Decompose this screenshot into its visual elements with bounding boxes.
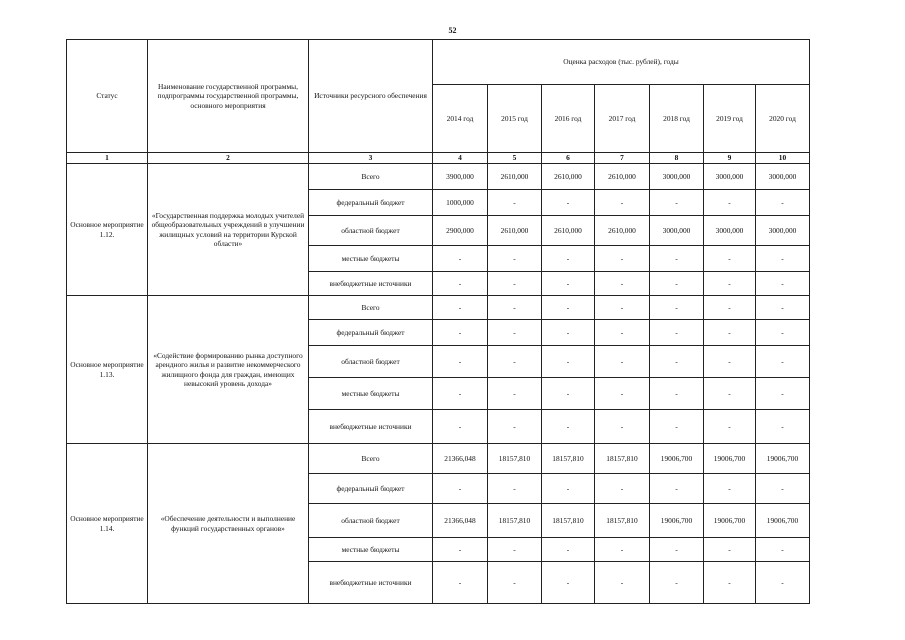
source-cell: местные бюджеты	[309, 246, 433, 272]
value-cell: -	[433, 562, 488, 604]
table-row	[67, 164, 810, 190]
value-cell: 3900,000	[433, 164, 488, 190]
value-cell: 3000,000	[650, 164, 704, 190]
value-cell: 21366,048	[433, 504, 488, 538]
value-cell: -	[704, 538, 756, 562]
value-cell: 21366,048	[433, 444, 488, 474]
value-cell: -	[433, 378, 488, 410]
value-cell: -	[595, 246, 650, 272]
header-year: 2016 год	[542, 85, 595, 153]
value-cell: -	[595, 562, 650, 604]
value-cell: -	[433, 272, 488, 296]
value-cell: 18157,810	[542, 504, 595, 538]
table-body	[67, 40, 810, 604]
value-cell: 2610,000	[488, 164, 542, 190]
value-cell: 3000,000	[756, 164, 810, 190]
value-cell: -	[542, 562, 595, 604]
value-cell: -	[650, 410, 704, 444]
value-cell: 19006,700	[756, 504, 810, 538]
value-cell: 2610,000	[595, 216, 650, 246]
source-cell: внебюджетные источники	[309, 410, 433, 444]
value-cell: 19006,700	[704, 444, 756, 474]
value-cell: 19006,700	[650, 504, 704, 538]
value-cell: -	[756, 296, 810, 320]
header-costs: Оценка расходов (тыс. рублей), годы	[433, 40, 810, 85]
value-cell: -	[650, 562, 704, 604]
value-cell: -	[704, 346, 756, 378]
value-cell: 19006,700	[756, 444, 810, 474]
value-cell: -	[756, 538, 810, 562]
value-cell: -	[650, 320, 704, 346]
value-cell: -	[488, 562, 542, 604]
header-year: 2015 год	[488, 85, 542, 153]
status-cell: Основное мероприятие 1.13.	[67, 296, 148, 444]
value-cell: -	[650, 474, 704, 504]
source-cell: федеральный бюджет	[309, 190, 433, 216]
source-cell: Всего	[309, 296, 433, 320]
value-cell: -	[488, 190, 542, 216]
value-cell: -	[433, 320, 488, 346]
value-cell: -	[542, 296, 595, 320]
value-cell: -	[488, 320, 542, 346]
value-cell: -	[650, 190, 704, 216]
value-cell: -	[704, 410, 756, 444]
header-status: Статус	[67, 40, 148, 153]
value-cell: 3000,000	[704, 216, 756, 246]
header-year: 2014 год	[433, 85, 488, 153]
value-cell: -	[756, 272, 810, 296]
value-cell: -	[650, 272, 704, 296]
value-cell: 3000,000	[704, 164, 756, 190]
value-cell: -	[756, 246, 810, 272]
value-cell: -	[488, 474, 542, 504]
source-cell: федеральный бюджет	[309, 474, 433, 504]
value-cell: 18157,810	[595, 504, 650, 538]
value-cell: 2610,000	[595, 164, 650, 190]
table-row	[67, 296, 810, 320]
value-cell: 18157,810	[595, 444, 650, 474]
header-year: 2017 год	[595, 85, 650, 153]
column-number: 1	[67, 153, 148, 164]
value-cell: 18157,810	[542, 444, 595, 474]
status-cell: Основное мероприятие 1.12.	[67, 164, 148, 296]
value-cell: -	[488, 410, 542, 444]
page-number: 52	[448, 26, 457, 35]
value-cell: -	[542, 190, 595, 216]
column-number: 8	[650, 153, 704, 164]
value-cell: -	[433, 296, 488, 320]
value-cell: -	[595, 320, 650, 346]
column-number: 9	[704, 153, 756, 164]
source-cell: местные бюджеты	[309, 538, 433, 562]
value-cell: 2610,000	[542, 164, 595, 190]
header-year: 2019 год	[704, 85, 756, 153]
column-number: 3	[309, 153, 433, 164]
value-cell: -	[542, 410, 595, 444]
value-cell: -	[595, 190, 650, 216]
value-cell: -	[704, 190, 756, 216]
value-cell: -	[650, 378, 704, 410]
value-cell: -	[542, 474, 595, 504]
header-name: Наименование государственной программы, подпрограммы государственной программы, основного мероприятия	[148, 40, 309, 153]
value-cell: -	[704, 320, 756, 346]
value-cell: -	[542, 346, 595, 378]
column-number: 10	[756, 153, 810, 164]
value-cell: 1000,000	[433, 190, 488, 216]
value-cell: -	[488, 296, 542, 320]
value-cell: 18157,810	[488, 504, 542, 538]
value-cell: -	[595, 346, 650, 378]
source-cell: внебюджетные источники	[309, 272, 433, 296]
source-cell: областной бюджет	[309, 346, 433, 378]
table-row	[67, 444, 810, 474]
value-cell: -	[650, 346, 704, 378]
column-number: 7	[595, 153, 650, 164]
value-cell: -	[704, 378, 756, 410]
header-sources: Источники ресурсного обеспечения	[309, 40, 433, 153]
value-cell: -	[704, 246, 756, 272]
column-number: 5	[488, 153, 542, 164]
value-cell: -	[488, 346, 542, 378]
value-cell: -	[595, 378, 650, 410]
value-cell: -	[704, 562, 756, 604]
value-cell: -	[488, 538, 542, 562]
value-cell: -	[756, 410, 810, 444]
value-cell: -	[433, 538, 488, 562]
source-cell: внебюджетные источники	[309, 562, 433, 604]
value-cell: -	[542, 320, 595, 346]
value-cell: 3000,000	[650, 216, 704, 246]
value-cell: -	[542, 538, 595, 562]
value-cell: 3000,000	[756, 216, 810, 246]
value-cell: -	[756, 346, 810, 378]
value-cell: -	[650, 538, 704, 562]
event-name-cell: «Содействие формированию рынка доступного арендного жилья и развитие некоммерческого жилищного фонда для граждан, имеющих невысокий уровень дохода»	[148, 296, 309, 444]
value-cell: -	[756, 562, 810, 604]
value-cell: 2900,000	[433, 216, 488, 246]
value-cell: -	[650, 246, 704, 272]
value-cell: -	[756, 378, 810, 410]
value-cell: -	[650, 296, 704, 320]
source-cell: Всего	[309, 444, 433, 474]
value-cell: -	[488, 378, 542, 410]
budget-table	[66, 39, 810, 604]
column-number-row	[67, 153, 810, 164]
value-cell: -	[756, 320, 810, 346]
event-name-cell: «Государственная поддержка молодых учителей общеобразовательных учреждений в улучшении жилищных условий на территории Курской области»	[148, 164, 309, 296]
value-cell: -	[704, 272, 756, 296]
value-cell: -	[488, 246, 542, 272]
source-cell: областной бюджет	[309, 504, 433, 538]
source-cell: областной бюджет	[309, 216, 433, 246]
value-cell: -	[433, 410, 488, 444]
column-number: 2	[148, 153, 309, 164]
value-cell: -	[542, 246, 595, 272]
value-cell: 19006,700	[650, 444, 704, 474]
event-name-cell: «Обеспечение деятельности и выполнение функций государственных органов»	[148, 444, 309, 604]
source-cell: Всего	[309, 164, 433, 190]
header-year: 2018 год	[650, 85, 704, 153]
header-year: 2020 год	[756, 85, 810, 153]
value-cell: -	[704, 296, 756, 320]
value-cell: -	[433, 474, 488, 504]
value-cell: -	[542, 378, 595, 410]
value-cell: -	[595, 272, 650, 296]
value-cell: 2610,000	[542, 216, 595, 246]
column-number: 4	[433, 153, 488, 164]
value-cell: -	[595, 410, 650, 444]
value-cell: -	[756, 474, 810, 504]
value-cell: 18157,810	[488, 444, 542, 474]
value-cell: -	[595, 474, 650, 504]
value-cell: -	[756, 190, 810, 216]
value-cell: -	[488, 272, 542, 296]
value-cell: -	[433, 346, 488, 378]
value-cell: -	[704, 474, 756, 504]
source-cell: федеральный бюджет	[309, 320, 433, 346]
value-cell: -	[595, 538, 650, 562]
value-cell: 2610,000	[488, 216, 542, 246]
value-cell: -	[433, 246, 488, 272]
source-cell: местные бюджеты	[309, 378, 433, 410]
status-cell: Основное мероприятие 1.14.	[67, 444, 148, 604]
header-row	[67, 40, 810, 85]
value-cell: 19006,700	[704, 504, 756, 538]
value-cell: -	[542, 272, 595, 296]
value-cell: -	[595, 296, 650, 320]
column-number: 6	[542, 153, 595, 164]
